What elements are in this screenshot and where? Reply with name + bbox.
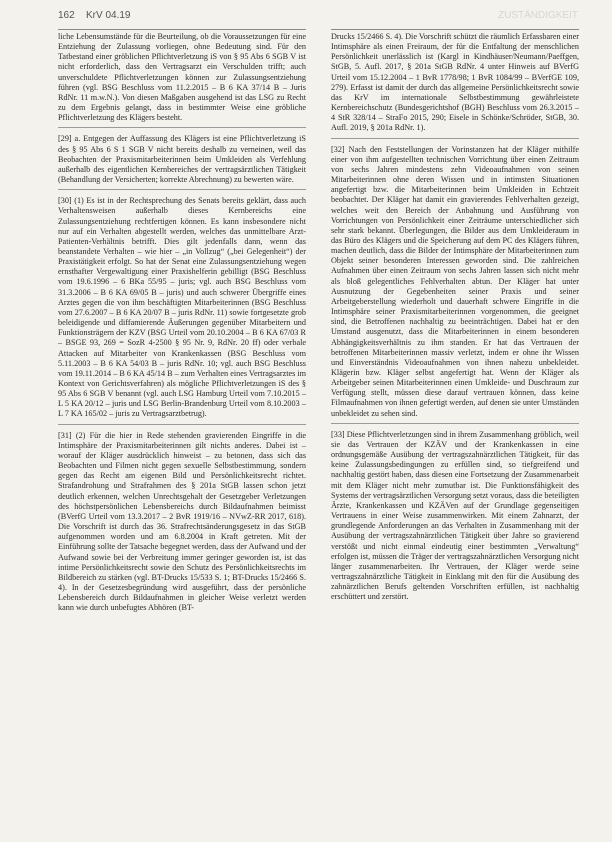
paragraph-divider [58,424,306,425]
journal-name: KrV 04.19 [86,10,131,21]
header-rule-left [58,29,306,30]
paragraph-divider [331,423,579,424]
paragraph-continuation: Drucks 15/2466 S. 4). Die Vorschrift schützt die räumlich Erfassbaren einer Intimsphäre als einen Freiraum, der für die Entfaltung der menschlichen Persönlichkeit unerlässlich ist (Kargl in Kindhäuser/Neumann/Paeffgen, StGB, 5. Aufl. 2017, § 201a StGB RdNr. 4 unter Hinweis auf BVerfG Urteil vom 15.12.2004 – 1 BvR 1778/98; 1 BvR 1084/99 – BVerfGE 109, 279). Erfasst ist damit der durch das allgemeine Persönlichkeitsrecht sowie das KrV im internationale Selbstbestimmung gewährleistete Kernbereichschutz (Bundesgerichtshof (BGH) Beschluss vom 26.3.2015 – 4 StR 328/14 – StraFo 2015, 290; Eisele in Schönke/Schröder, StGB, 30. Aufl. 2019, § 201a RdNr. 1). [331,32,579,133]
left-column [58,32,306,613]
paragraph-divider [58,127,306,128]
paragraph-32: [32] Nach den Feststellungen der Vorinstanzen hat der Kläger mithilfe einer von ihm aufgestellten technischen Vorrichtung über einen Zeitraum von sechs Jahren mindestens zehn Videoaufnahmen von seinen Mitarbeiterinnen ohne deren Wissen und in intimsten Situationen angefertigt bzw. die Mitarbeiterinnen beim Umkleiden in Echtzeit beobachtet. Der Kläger hat damit ein gravierendes Fehlverhalten gezeigt, welches weit den Bereich der Anbahnung und Ausführung von Vorrichtungen von Persönlichkeit einer Zeiträume unterschiedlicher sich sehr stark bekannt. Überlegungen, die Bilder aus dem Umkleideraum in das Büro des Klägers und die Speicherung auf dem PC des Klägers führen, machen deutlich, dass die Bilder der Intimsphäre der Mitarbeiterinnen zum Objekt seiner besonderen Interessen geworden sind. Die zahlreichen Aufnahmen über einen Zeitraum von sechs Jahren lassen sich nicht mehr als bloß gelegentliches Fehlverhalten abtun. Der Kläger hat unter Ausnutzung der Gegebenheiten seiner Praxis und seiner Arbeitgeberstellung wiederholt und dauerhaft schwere Eingriffe in die Intimsphäre seiner Praxismitarbeiterinnen vorgenommen, die geeignet sind, die Betroffenen nachhaltig zu beeinträchtigen. Dabei hat er den Umstand ausgenutzt, dass die Mitarbeiterinnen in einem besonderen Abhängigkeitsverhältnis zu ihm standen. Er hat das Vertrauen der betroffenen Mitarbeiterinnen massiv verletzt, indem er ohne ihr Wissen und Einverständnis Videoaufnahmen von ihnen nahezu unbekleidet. Klägerin bzw. Kläger selbst angefertigt hat. Wenn der Kläger als Arbeitgeber seinen Mitarbeiterinnen einen Umkleide- und Duschraum zur Verfügung stellt, müssen diese darauf vertrauen können, dass keine Filmaufnahmen von ihnen gefertigt werden, auf denen sie unter Umständen unbekleidet zu sehen sind. [331,144,579,418]
paragraph-divider [58,189,306,190]
paragraph-divider [331,138,579,139]
right-column [331,32,579,602]
header-rule-right [331,29,579,30]
paragraph-31: [31] (2) Für die hier in Rede stehenden gravierenden Eingriffe in die Intimsphäre der Praxismitarbeiterinnen gilt nichts anderes. Dabei ist – worauf der Kläger ausdrücklich hinweist – zu betonen, dass sich das Beobachten und Filmen nicht gegen sexuelle Selbstbestimmung, sondern gegen das Recht am eigenen Bild und Persönlichkeitsrecht richtet. Strafandrohung und Strafrahmen des § 201a StGB lassen schon jetzt deutlich erkennen, welchen Unrechtsgehalt der Gesetzgeber Verletzungen des höchstpersönlichen Lebensbereichs durch Bildaufnahmen beimisst (BVerfG Urteil vom 13.3.2017 – 2 BvR 1919/16 – NVwZ-RR 2017, 618). Die Vorschrift ist durch das 36. Strafrechtsänderungsgesetz in das StGB aufgenommen worden und am 6.8.2004 in Kraft getreten. Mit der Einführung sollte der Tatsache begegnet werden, dass der Aufwand und der Aufwand sowie bei der Verbreitung immer geringer geworden ist, ist das intime Persönlichkeitsrecht sowie den Schutz des Persönlichkeitsrechts im Bildbereich zu stärken (vgl. BT-Drucks 15/533 S. 1; BT-Drucks 15/2466 S. 4). In der Gesetzesbegründung wird ausgeführt, dass der persönliche Lebensbereich durch Bildaufnahmen in gleicher Weise verletzt werden kann wie durch unbefugtes Abhören (BT- [58,430,306,613]
paragraph-intro: liche Lebensumstände für die Beurteilung, ob die Voraussetzungen für eine Entziehung der Zulassung vorliegen, ohne Bedeutung sind. Für den Tatbestand einer gröblichen Pflichtverletzung iS von § 95 Abs 6 SGB V ist nicht erforderlich, dass den Vertragsarzt ein Verschulden trifft; auch unverschuldete Pflichtverletzungen können zur Zulassungsentziehung führen (vgl. BSG Beschluss vom 11.2.2015 – B 6 KA 37/14 B – Juris RdNr. 11 m.w.N.). Von diesen Maßgaben ausgehend ist das LSG zu Recht zu dem Ergebnis gelangt, dass in bestimmter Weise eine gröbliche Pflichtverletzung des Klägers besteht. [58,32,306,123]
paragraph-29: [29] a. Entgegen der Auffassung des Klägers ist eine Pflichtverletzung iS des § 95 Abs 6 S 1 SGB V nicht bereits deshalb zu verneinen, weil das Beobachten der Praxismitarbeiterinnen beim Umkleiden als Verfehlung außerhalb des eigentlichen Kernbereiches der vertragsärztlichen Tätigkeit (Behandlung der Versicherten; korrekte Abrechnung) zu bewerten wäre. [58,134,306,185]
running-header [58,10,578,24]
paragraph-33: [33] Diese Pflichtverletzungen sind in ihrem Zusammenhang gröblich, weil sie das Vertrauen der KZÄV und der Krankenkassen in eine ordnungsgemäße Ausübung der vertragszahnärztlichen Tätigkeit, für das keine Zulassungsbedingungen zu erfüllen sind, so tiefgreifend und nachhaltig gestört haben, dass diesen eine Fortsetzung der Zusammenarbeit mit dem Kläger nicht mehr zumutbar ist. Die Funktionsfähigkeit des Systems der vertragsärztlichen Versorgung setzt voraus, dass die beteiligten Ärzte, Krankenkassen und KZÄVen auf der Grundlage gegenseitigen Vertrauens in einer Weise zusammenwirken. Mit einem Zahnarzt, der grundlegende Anforderungen an das Verhalten in Zusammenhang mit der Ausübung der vertragszahnärztlichen Tätigkeit über Jahre so gravierend verstößt und nicht einmal eindeutig einer bestimmten „Verwaltung“ erfolgen ist, müssen die Träger der vertragszahnärztlichen Versorgung nicht länger zusammenarbeiten. Ihr Vertrauen, der Kläger werde seine vertragszahnärztliche Tätigkeit in Einklang mit den für die Ausübung des zahnärztlichen Berufs geltenden Vorschriften erfüllen, ist nachhaltig erschüttert und zerstört. [331,429,579,602]
paragraph-30: [30] (1) Es ist in der Rechtsprechung des Senats bereits geklärt, dass auch Verhaltensweisen außerhalb dieses Kernbereichs eine Zulassungsentziehung rechtfertigen können. Es kann insbesondere nicht nur auf ein Verhalten abgestellt werden, welches das unmittelbare Arzt-Patienten-Verhältnis betrifft. Dies gilt jedenfalls dann, wenn das beanstandete Verhalten – wie hier – „in Vollzug“ („bei Gelegenheit“) der Praxistätigkeit erfolgt. So hat der Senat eine Zulassungsentziehung wegen ernsthafter Vergewaltigung einer Praxishelferin gebilligt (BSG Beschluss vom 19.6.1996 – 6 BKa 55/95 – juris; vgl. auch BSG Beschluss vom 31.3.2006 – B 6 KA 69/05 B – juris) und auch schwerer Übergriffe eines Arztes gegen die von ihm beschäftigten Mitarbeiterinnen (BSG Beschluss vom 27.6.2007 – B 6 KA 20/07 B – juris RdNr. 11) sowie fortgesetzte grob beleidigende und diffamierende Äußerungen gegenüber Mitarbeitern und Funktionsträgern der KZV (BSG Urteil vom 20.10.2004 – B 6 KA 67/03 R – BSGE 93, 269 = SozR 4-2500 § 95 Nr. 9, RdNr. 20 ff) oder verbale Attacken auf Mitarbeiter von Krankenkassen (BSG Beschluss vom 5.11.2003 – B 6 KA 54/03 B – juris RdNr. 10; vgl. auch BSG Beschluss vom 19.11.2014 – B 6 KA 45/14 B – zum Verhalten eines Vertragsarztes im Kontext von Gerichtsverfahren) als mögliche Pflichtverletzungen iS des § 95 Abs 6 SGB V benannt (vgl. auch LSG Hamburg Urteil vom 7.10.2015 – L 5 KA 20/12 – juris und LSG Berlin-Brandenburg Urteil vom 8.10.2003 – L 7 KA 165/02 – juris zu Vertragsarztbetrug). [58,196,306,419]
faint-header-mark: ZUSTÄNDIGKEIT [497,10,578,21]
page-number: 162 [58,10,75,21]
